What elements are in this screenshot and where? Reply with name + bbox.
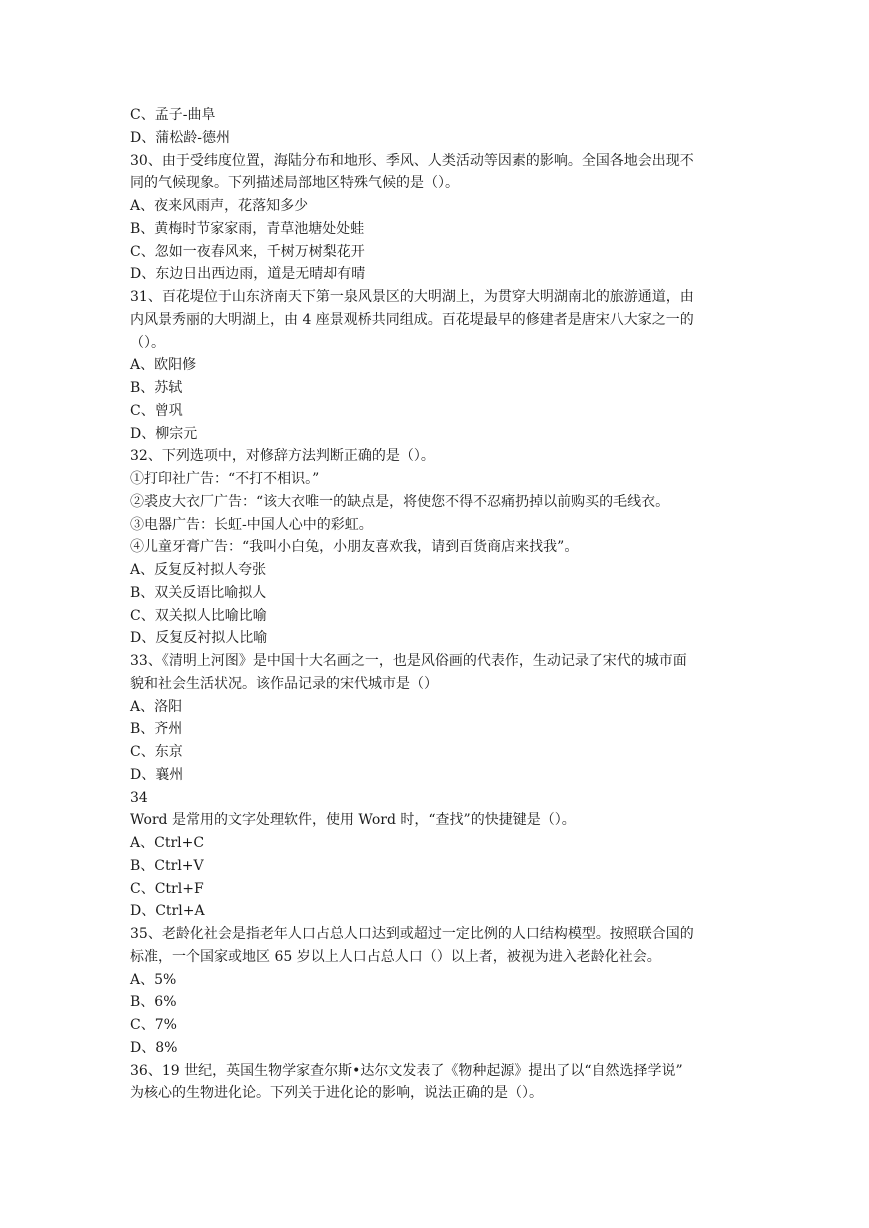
text-line: B、齐州	[130, 721, 183, 738]
text-line: （）。	[130, 334, 165, 351]
text-line: 同的气候现象。下列描述局部地区特殊气候的是（）。	[130, 175, 459, 192]
text-line: 36、19 世纪，英国生物学家查尔斯•达尔文发表了《物种起源》提出了以“自然选择学说”	[130, 1062, 683, 1079]
text-line: D、襄州	[130, 766, 184, 783]
text-line: 为核心的生物进化论。下列关于进化论的影响，说法正确的是（）。	[130, 1085, 543, 1102]
text-line: A、Ctrl+C	[130, 835, 205, 851]
text-line: A、夜来风雨声，花落知多少	[130, 198, 309, 214]
text-line: ②裘皮大衣厂广告：“该大衣唯一的缺点是，将使您不得不忍痛扔掉以前购买的毛线衣。	[130, 493, 670, 510]
text-line: 33、《清明上河图》是中国十大名画之一，也是风俗画的代表作，生动记录了宋代的城市面	[130, 653, 687, 669]
text-line: D、柳宗元	[130, 425, 198, 442]
text-line: 35、老龄化社会是指老年人口占总人口达到或超过一定比例的人口结构模型。按照联合国的	[130, 926, 694, 942]
text-line: C、忽如一夜春风来，千树万树梨花开	[130, 243, 365, 260]
text-line: ①打印社广告：“不打不相识。”	[130, 471, 320, 487]
text-line: B、6%	[130, 994, 177, 1011]
text-line: B、苏轼	[130, 380, 183, 396]
text-line: A、欧阳修	[130, 357, 197, 374]
text-line: A、反复反衬拟人夸张	[130, 562, 267, 578]
text-line: C、Ctrl+F	[130, 880, 204, 897]
text-line: D、东边日出西边雨，道是无晴却有晴	[130, 266, 366, 283]
text-line: D、Ctrl+A	[130, 903, 205, 920]
text-line: 34	[130, 789, 148, 806]
text-line: ③电器广告：长虹-中国人心中的彩虹。	[130, 516, 373, 533]
text-line: 貌和社会生活状况。该作品记录的宋代城市是（）	[130, 675, 438, 692]
text-line: C、孟子-曲阜	[130, 107, 216, 123]
text-line: Word 是常用的文字处理软件，使用 Word 时，“查找”的快捷键是（）。	[130, 812, 576, 829]
text-line: D、蒲松龄-德州	[130, 129, 230, 146]
text-line: D、反复反衬拟人比喻	[130, 630, 268, 647]
text-line: 标准，一个国家或地区 65 岁以上人口占总人口（）以上者，被视为进入老龄化社会。	[130, 948, 661, 965]
text-line: B、Ctrl+V	[130, 857, 204, 874]
text-line: 31、百花堤位于山东济南天下第一泉风景区的大明湖上，为贯穿大明湖南北的旅游通道，由	[130, 289, 694, 305]
text-line: C、双关拟人比喻比喻	[130, 607, 267, 624]
text-line: C、东京	[130, 744, 183, 760]
text-line: B、黄梅时节家家雨，青草池塘处处蛙	[130, 220, 365, 237]
text-line: C、曾巩	[130, 402, 183, 419]
text-line: 32、下列选项中，对修辞方法判断正确的是（）。	[130, 448, 435, 465]
text-line: A、5%	[130, 971, 177, 988]
text-line: B、双关反语比喻拟人	[130, 584, 267, 601]
document-body	[130, 104, 750, 1105]
text-line: A、洛阳	[130, 698, 183, 715]
text-line: 内风景秀丽的大明湖上，由 4 座景观桥共同组成。百花堤最早的修建者是唐宋八大家之一的	[130, 311, 694, 328]
text-line: C、7%	[130, 1017, 177, 1033]
text-line: 30、由于受纬度位置，海陆分布和地形、季风、人类活动等因素的影响。全国各地会出现不	[130, 152, 694, 169]
text-line: ④儿童牙膏广告：“我叫小白兔，小朋友喜欢我，请到百货商店来找我”。	[130, 539, 579, 556]
text-line: D、8%	[130, 1039, 178, 1056]
